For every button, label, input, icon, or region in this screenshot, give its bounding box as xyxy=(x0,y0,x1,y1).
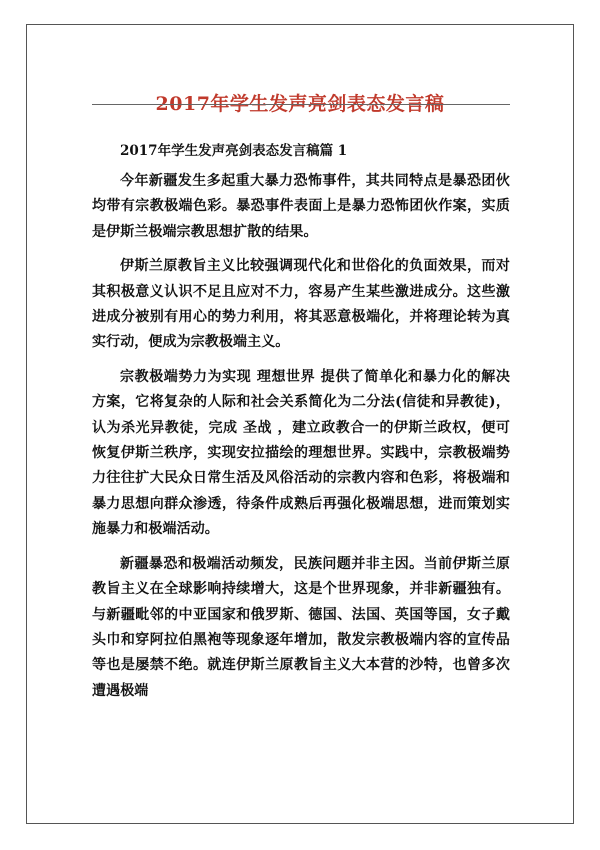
document-title: 2017年学生发声亮剑表态发言稿 xyxy=(155,92,445,115)
paragraph-1: 今年新疆发生多起重大暴力恐怖事件，其共同特点是暴恐团伙均带有宗教极端色彩。暴恐事件表面上是暴力恐怖团伙作案，实质是伊斯兰极端宗教思想扩散的结果。 xyxy=(92,173,510,240)
paragraph-3: 宗教极端势力为实现 理想世界 提供了简单化和暴力化的解决方案，它将复杂的人际和社会关系简化为二分法(信徒和异教徒)，认为杀光异教徒，完成 圣战 ，建立政教合一的伊斯兰政权，便可恢复伊斯兰秩序，实现安拉描绘的理想世界。实践中，宗教极端势力往往扩大民众日常生活及风俗活动的宗教内容和色彩，将极端和暴力思想向群众渗透，待条件成熟后再强化极端思想，进而策划实施暴力和极端活动。 xyxy=(92,368,510,538)
section-heading: 2017年学生发声亮剑表态发言稿篇 1 xyxy=(120,143,348,159)
paragraph-4: 新疆暴恐和极端活动频发，民族问题并非主因。当前伊斯兰原教旨主义在全球影响持续增大，这是个世界现象，并非新疆独有。与新疆毗邻的中亚国家和俄罗斯、德国、法国、英国等国，女子戴头巾和穿阿拉伯黑袍等现象逐年增加，散发宗教极端内容的宣传品等也是屡禁不绝。就连伊斯兰原教旨主义大本营的沙特，也曾多次遭遇极端 xyxy=(92,555,510,699)
title-divider xyxy=(92,104,510,105)
document-body xyxy=(92,140,510,713)
paragraph-2: 伊斯兰原教旨主义比较强调现代化和世俗化的负面效果，而对其积极意义认识不足且应对不力，容易产生某些激进成分。这些激进成分被别有用心的势力利用，将其恶意极端化，并将理论转为真实行动，便成为宗教极端主义。 xyxy=(92,258,510,351)
